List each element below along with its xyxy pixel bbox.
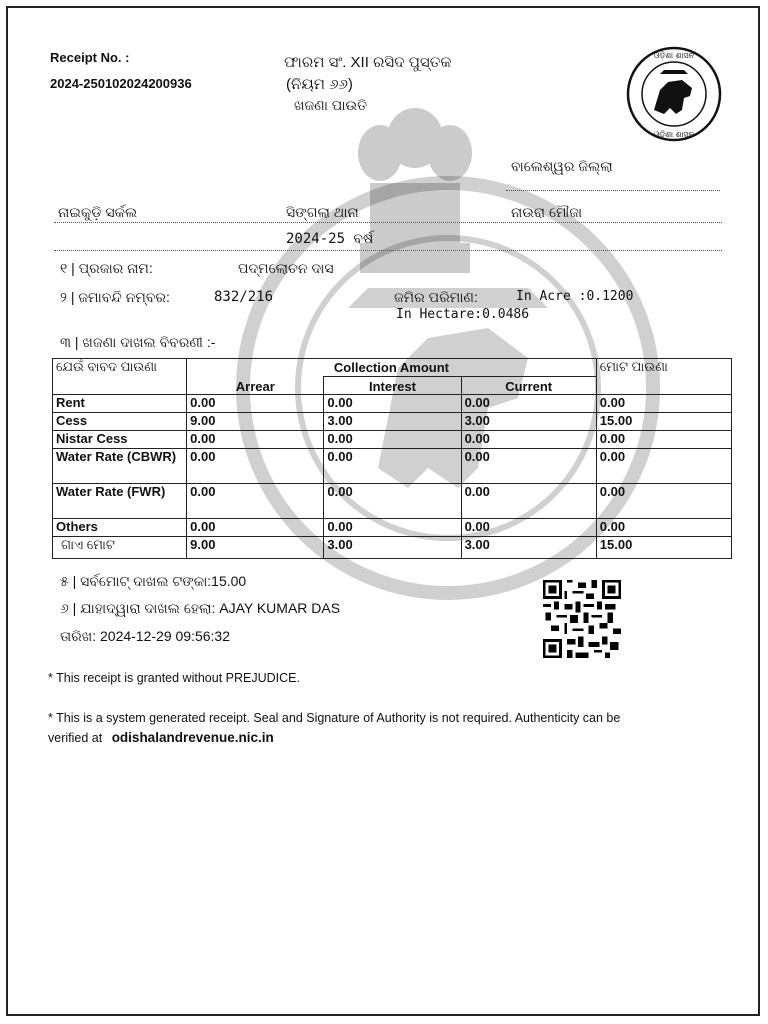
- row-label: Water Rate (FWR): [53, 484, 187, 519]
- table-row: [53, 413, 732, 431]
- cell-arrear: 0.00: [187, 395, 324, 413]
- header-form-title: ଫାରମ ସଂ. XII ରସିଦ ପୁସ୍ତକ: [284, 54, 452, 71]
- mouza-name: ନାଉରା ମୌଜା: [511, 204, 583, 220]
- table-row: [53, 519, 732, 537]
- cell-total: 0.00: [596, 449, 731, 484]
- cell-total: 0.00: [596, 519, 731, 537]
- table-total-row: [53, 537, 732, 559]
- table-head-total: ମୋଟ ପାଉଣା: [596, 359, 731, 395]
- qr-code-icon[interactable]: [539, 580, 625, 658]
- cell-total: 15.00: [596, 413, 731, 431]
- header-rule: (ନିୟମ ୬୬): [286, 76, 353, 93]
- table-head-collection: Collection Amount: [187, 359, 597, 377]
- row-label: Water Rate (CBWR): [53, 449, 187, 484]
- seal-bottom-text: ଓଡ଼ିଶା ଶାସନ: [653, 130, 695, 139]
- cell-interest: 0.00: [324, 449, 461, 484]
- table-head-item: ଯେଉଁ ବାବଦ ପାଉଣା: [53, 359, 187, 395]
- cell-interest: 0.00: [324, 395, 461, 413]
- cell-arrear: 0.00: [187, 519, 324, 537]
- table-row: [53, 431, 732, 449]
- jamabandi-label: ୨ | ଜମାବନ୍ଦି ନମ୍ବର:: [60, 289, 170, 305]
- receipt-no-value: 2024-250102024200936: [50, 76, 192, 91]
- cell-interest: 0.00: [324, 519, 461, 537]
- table-row: [53, 449, 732, 484]
- table-row: [53, 484, 732, 519]
- cell-total: 0.00: [596, 484, 731, 519]
- note-prejudice: * This receipt is granted without PREJUDICE.: [48, 671, 300, 685]
- circle-name: ନାଇକୁଡ଼ି ସର୍କଲ: [58, 204, 138, 220]
- cell-arrear: 9.00: [187, 537, 324, 559]
- table-head-arrear: Arrear: [187, 377, 324, 395]
- odisha-govt-seal-icon: [624, 44, 724, 144]
- table-head-current: Current: [461, 377, 596, 395]
- row-label: Cess: [53, 413, 187, 431]
- cell-interest: 0.00: [324, 484, 461, 519]
- cell-interest: 3.00: [324, 537, 461, 559]
- district-name: ବାଲେଶ୍ୱର ଜିଲ୍ଲା: [511, 158, 613, 174]
- note-system-generated: * This is a system generated receipt. Seal and Signature of Authority is not required. Authenticity can be: [48, 711, 621, 725]
- tenant-name-label: ୧ | ପ୍ରଜାର ନାମ:: [60, 260, 153, 276]
- cell-arrear: 9.00: [187, 413, 324, 431]
- seal-top-text: ଓଡ଼ିଶା ଶାସନ: [653, 51, 695, 60]
- receipt-no-label: Receipt No. :: [50, 50, 130, 65]
- cell-arrear: 0.00: [187, 431, 324, 449]
- cell-total: 0.00: [596, 431, 731, 449]
- tenant-name-value: ପଦ୍ମଲୋଚନ ଦାସ: [238, 260, 334, 276]
- cell-arrear: 0.00: [187, 449, 324, 484]
- cell-arrear: 0.00: [187, 484, 324, 519]
- paid-by: ୬ | ଯାହାଦ୍ୱାରା ଦାଖଲ ହେଲା: AJAY KUMAR DAS: [60, 600, 341, 616]
- cell-interest: 3.00: [324, 413, 461, 431]
- receipt-page: [6, 6, 760, 1016]
- table-head-interest: Interest: [324, 377, 461, 395]
- row-label: Nistar Cess: [53, 431, 187, 449]
- land-area-hectare: In Hectare:0.0486: [396, 307, 530, 322]
- land-area-label: ଜମିର ପରିମାଣ:: [394, 289, 478, 305]
- header-subtitle: ଖଜଣା ପାଉତି: [294, 97, 368, 113]
- land-area-acre: In Acre :0.1200: [516, 289, 634, 304]
- note-verify-line: [48, 730, 274, 745]
- receipt-date: ତାରିଖ: 2024-12-29 09:56:32: [60, 628, 230, 644]
- assessment-year: 2024-25 ବର୍ଷ: [286, 231, 374, 247]
- cell-current: 3.00: [461, 413, 596, 431]
- thana-name: ସିଙ୍ଗଲା ଥାନା: [286, 204, 359, 220]
- cell-current: 0.00: [461, 449, 596, 484]
- cell-current: 0.00: [461, 519, 596, 537]
- cell-total: 0.00: [596, 395, 731, 413]
- emblem-watermark-icon: [350, 98, 480, 288]
- note-verify-prefix: verified at: [48, 731, 103, 745]
- location-dotline: [54, 222, 722, 223]
- district-dotline: [506, 190, 720, 191]
- jamabandi-value: 832/216: [214, 289, 274, 305]
- year-dotline: [54, 250, 722, 251]
- row-label: Others: [53, 519, 187, 537]
- cell-current: 0.00: [461, 431, 596, 449]
- cell-total: 15.00: [596, 537, 731, 559]
- row-label: Rent: [53, 395, 187, 413]
- total-paid: ୫ | ସର୍ବମୋଟ୍ ଦାଖଲ ଟଙ୍କା:15.00: [60, 573, 247, 589]
- payment-details-label: ୩ | ଖଜଣା ଦାଖଲ ବିବରଣୀ :-: [60, 334, 216, 350]
- row-label-grand-total: ଗାଏ ମୋଟ: [53, 537, 187, 559]
- cell-current: 0.00: [461, 395, 596, 413]
- cell-interest: 0.00: [324, 431, 461, 449]
- cell-current: 0.00: [461, 484, 596, 519]
- table-row: [53, 395, 732, 413]
- verify-website-link[interactable]: odishalandrevenue.nic.in: [111, 730, 274, 745]
- collection-table: [52, 358, 732, 559]
- cell-current: 3.00: [461, 537, 596, 559]
